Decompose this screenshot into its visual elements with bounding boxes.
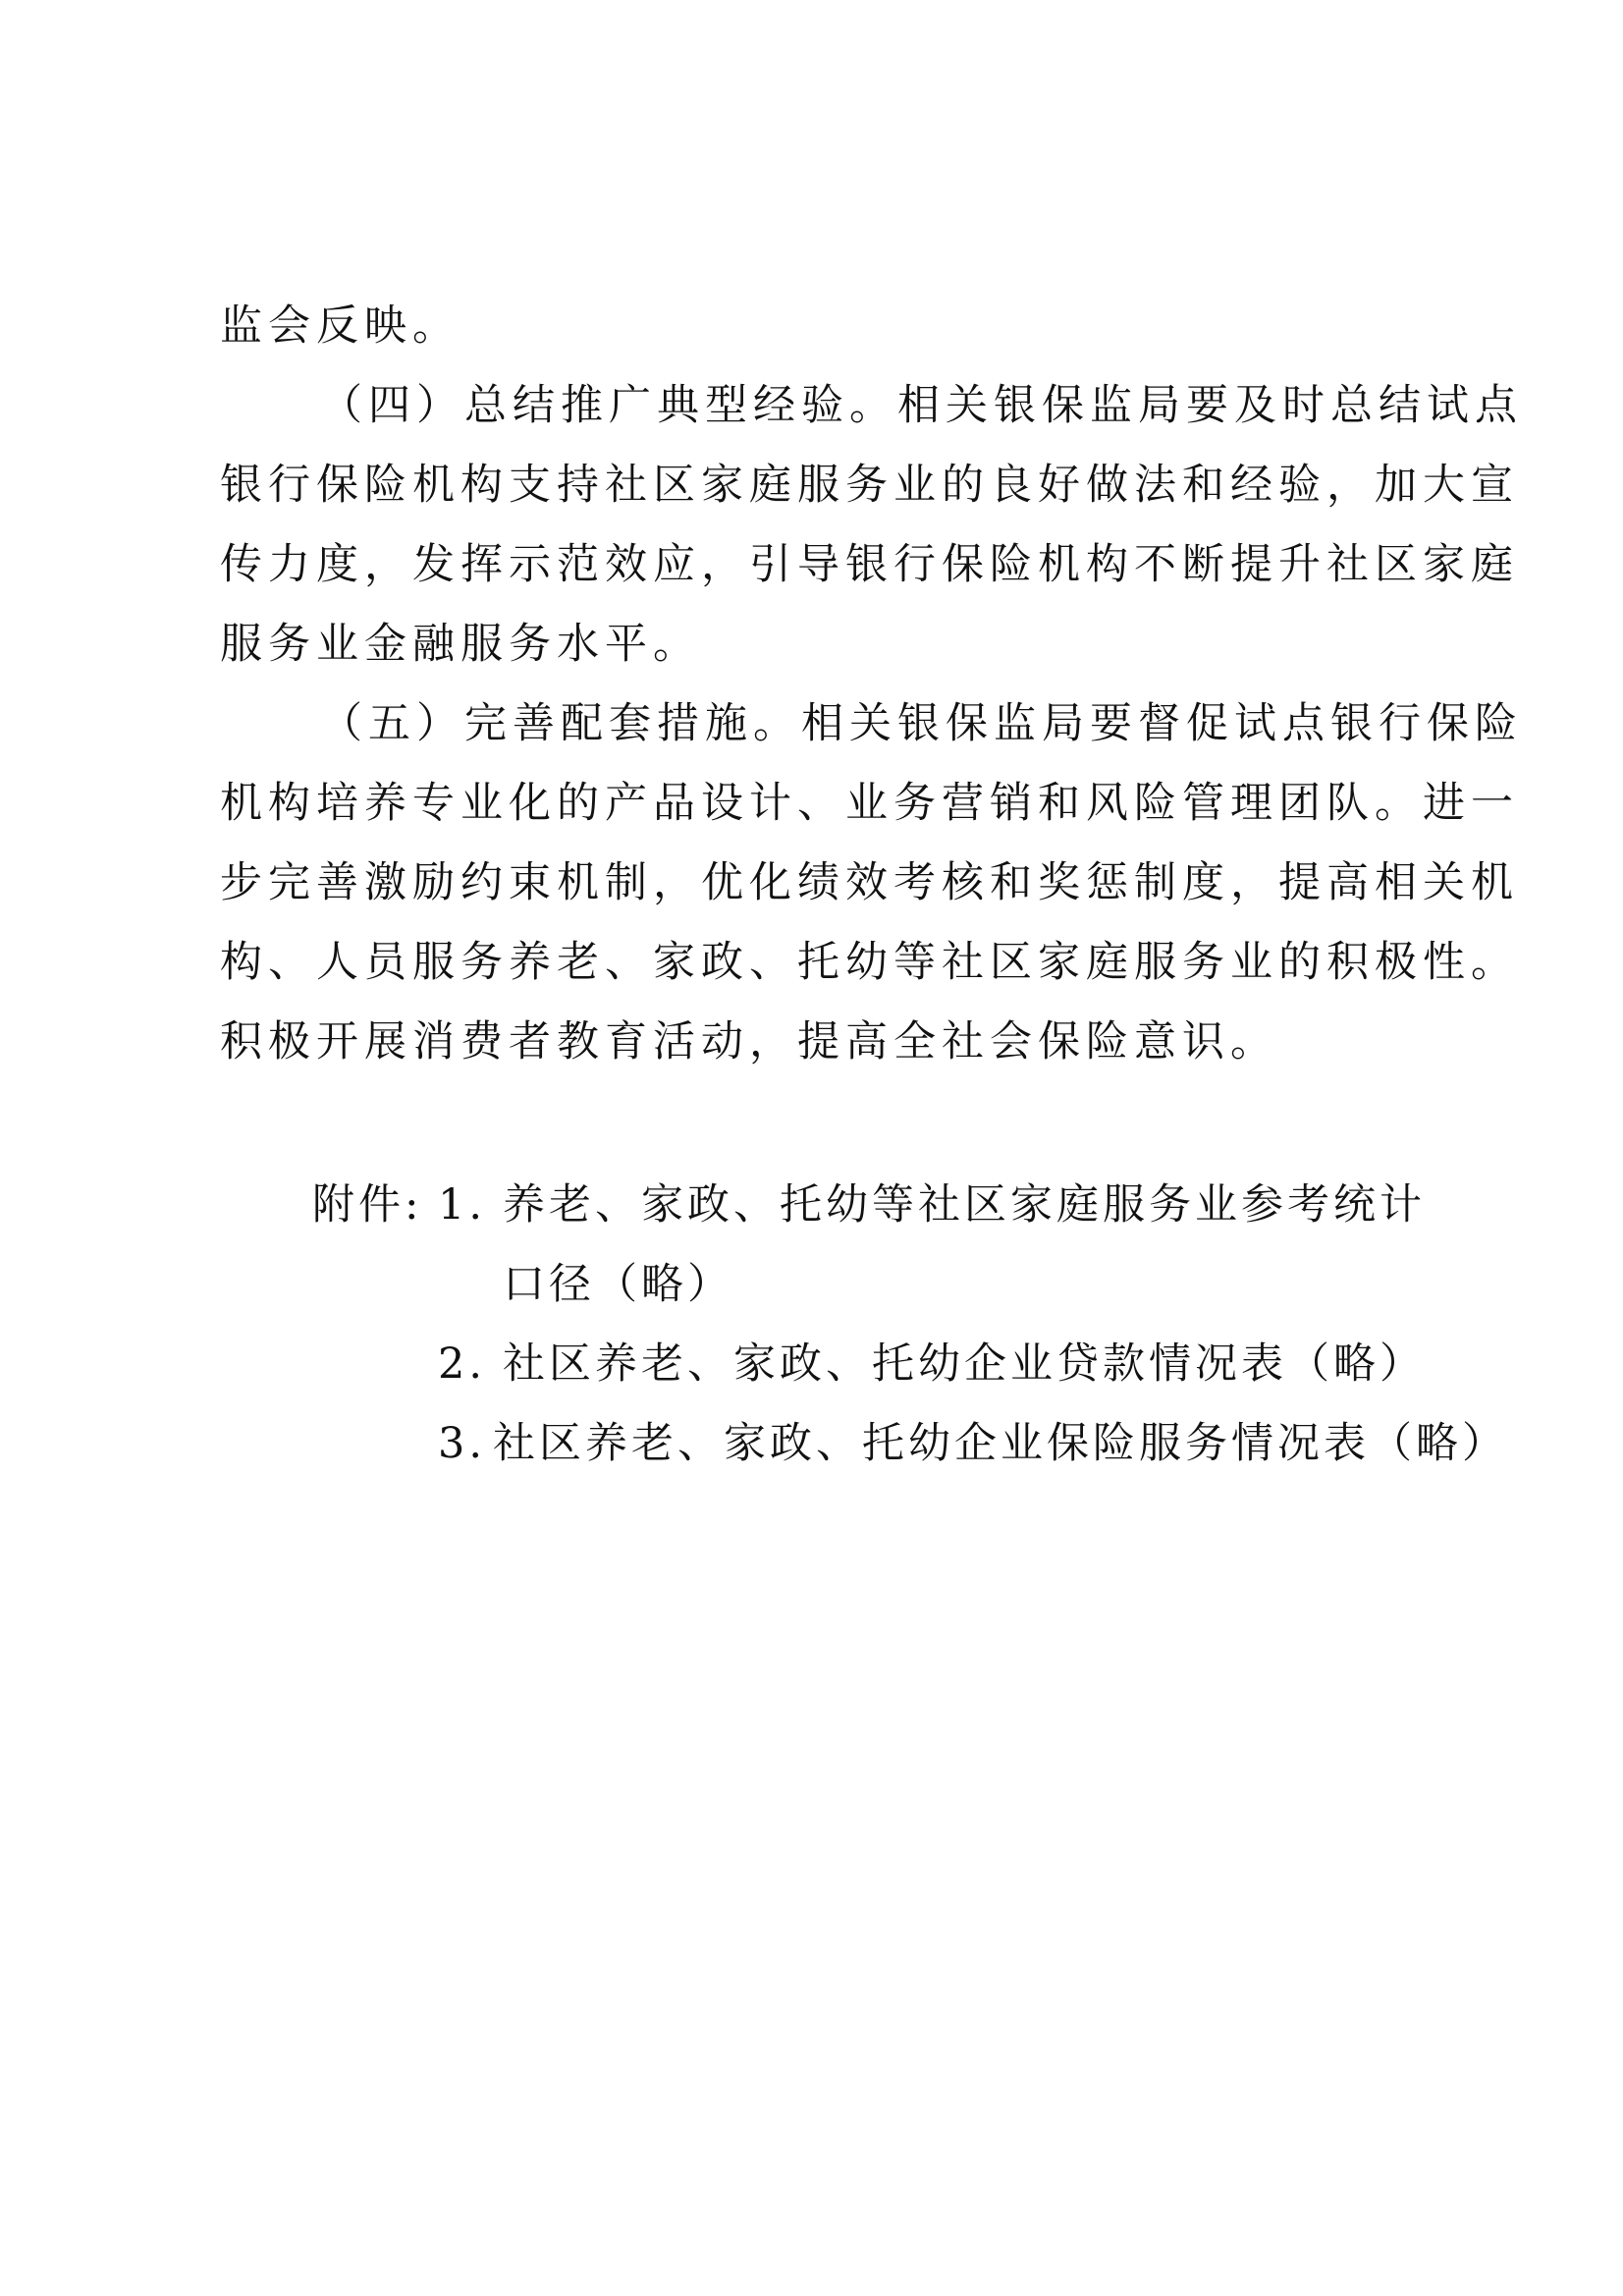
section-four-line-3: 传力度，发挥示范效应，引导银行保险机构不断提升社区家庭 <box>220 540 1519 589</box>
attachment-1-title-line-2: 口径（略） <box>503 1260 733 1309</box>
section-five-line-3: 步完善激励约束机制，优化绩效考核和奖惩制度，提高相关机 <box>220 858 1519 907</box>
section-five-line-5: 积极开展消费者教育活动，提高全社会保险意识。 <box>220 1017 1278 1066</box>
section-five-line-1: （五）完善配套措施。相关银保监局要督促试点银行保险 <box>320 699 1523 748</box>
attachment-1-title-line-1: 养老、家政、托幼等社区家庭服务业参考统计 <box>503 1180 1426 1230</box>
attachment-1-number: 1. <box>438 1180 487 1230</box>
intro-line: 监会反映。 <box>220 301 460 351</box>
attachment-3-number: 3. <box>438 1419 487 1468</box>
section-four-line-4: 服务业金融服务水平。 <box>220 620 701 669</box>
section-four-line-2: 银行保险机构支持社区家庭服务业的良好做法和经验，加大宣 <box>220 461 1519 510</box>
attachments-label: 附件: <box>312 1180 423 1230</box>
section-four-line-1: （四）总结推广典型经验。相关银保监局要及时总结试点 <box>320 381 1523 430</box>
attachment-3-title: 社区养老、家政、托幼企业保险服务情况表（略） <box>493 1419 1508 1468</box>
attachment-2-number: 2. <box>438 1339 487 1389</box>
section-five-line-2: 机构培养专业化的产品设计、业务营销和风险管理团队。进一 <box>220 779 1519 828</box>
section-five-line-4: 构、人员服务养老、家政、托幼等社区家庭服务业的积极性。 <box>220 938 1519 987</box>
attachment-2-title: 社区养老、家政、托幼企业贷款情况表（略） <box>503 1339 1426 1389</box>
